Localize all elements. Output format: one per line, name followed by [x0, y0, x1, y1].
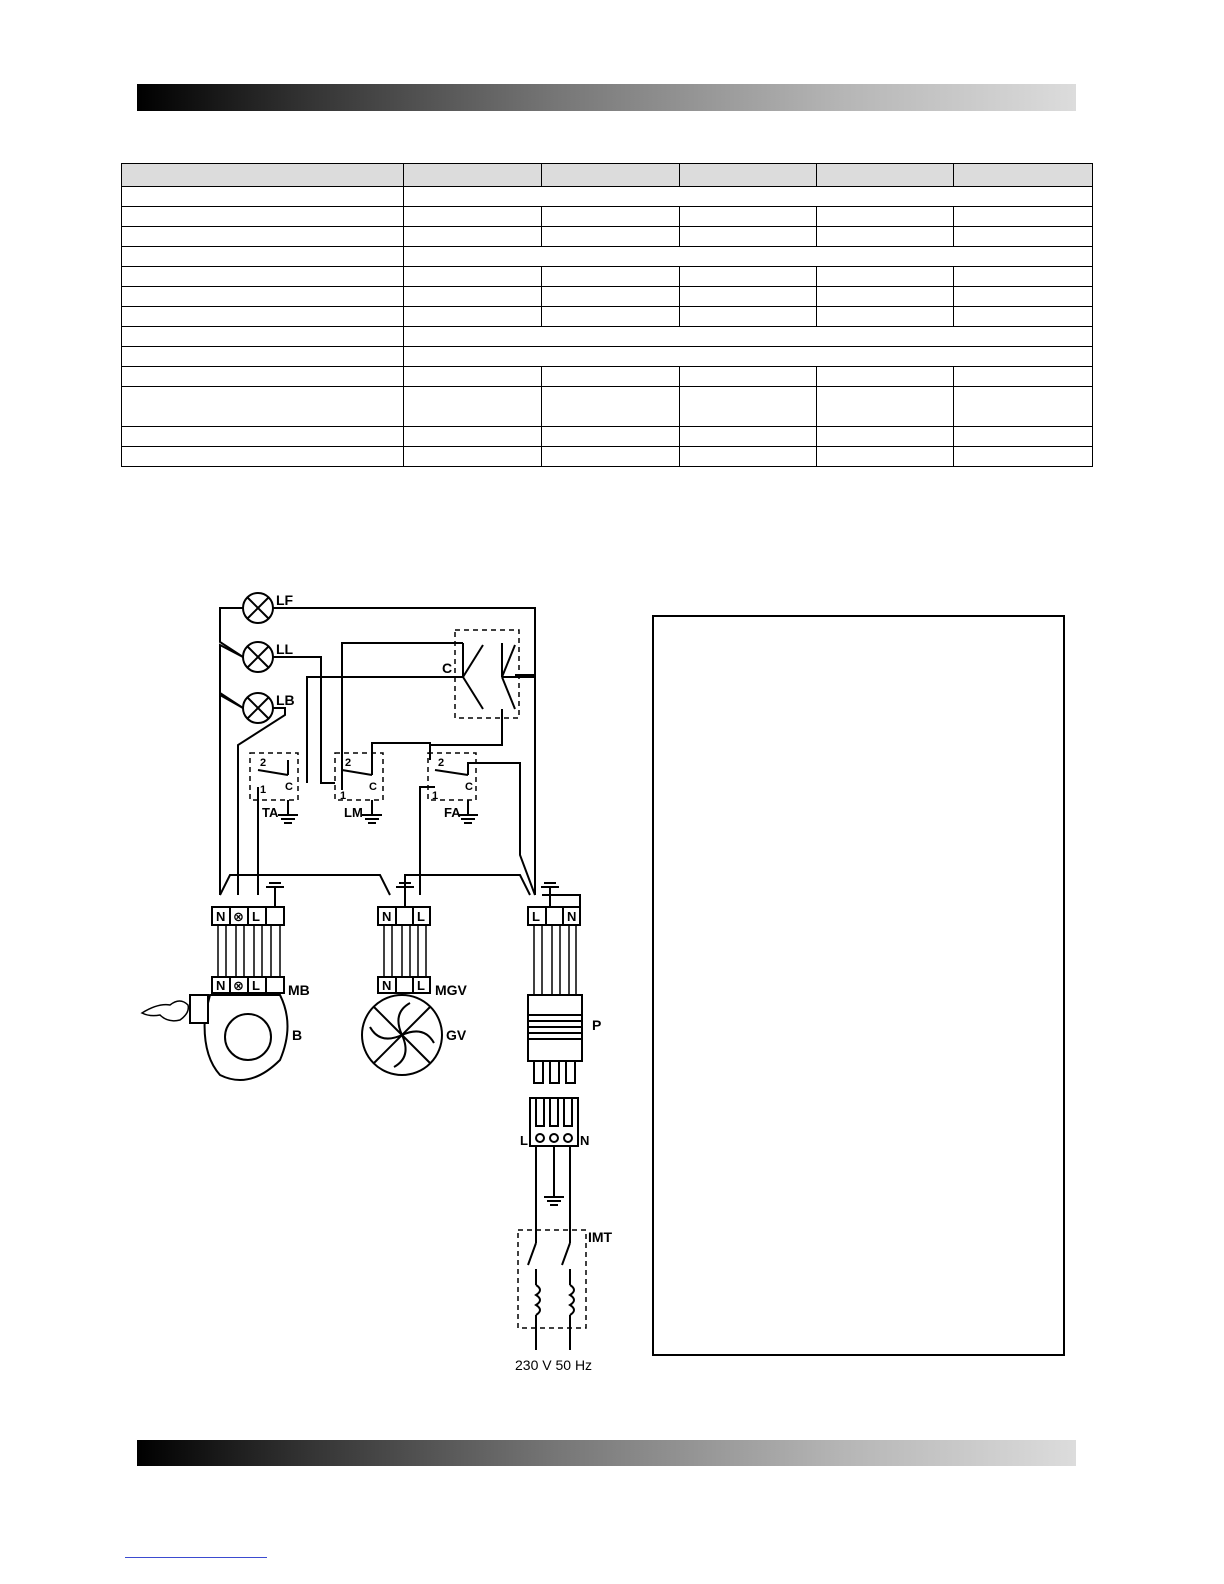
table-cell	[404, 227, 542, 247]
lm-pos2-label: 2	[345, 757, 352, 769]
terminal-plug-l-upper: L	[532, 909, 540, 924]
fan-icon	[362, 995, 442, 1075]
terminal-mb-x-lower: ⊗	[233, 978, 244, 993]
ta-pos2-label: 2	[260, 757, 267, 769]
table-cell	[954, 367, 1093, 387]
terminal-mb-l-upper: L	[252, 909, 260, 924]
terminal-plug-n-upper: N	[567, 909, 577, 924]
table-cell	[122, 227, 404, 247]
burner-icon	[142, 995, 288, 1080]
table-cell	[122, 187, 404, 207]
fan-label: GV	[446, 1027, 467, 1043]
footer-link-underline	[125, 1557, 267, 1558]
table-cell	[122, 287, 404, 307]
table-row	[122, 287, 1093, 307]
table-cell	[542, 287, 680, 307]
table-cell	[817, 207, 954, 227]
table-cell	[404, 164, 542, 187]
table-cell	[404, 367, 542, 387]
table-cell	[680, 367, 817, 387]
table-cell	[680, 227, 817, 247]
table-row	[122, 347, 1093, 367]
fa-label: FA	[444, 805, 461, 820]
table-cell	[542, 427, 680, 447]
socket-l-label: L	[520, 1133, 528, 1148]
switch-c-label: C	[442, 660, 453, 676]
fa-common-label: C	[465, 781, 473, 793]
table-cell	[122, 387, 404, 427]
table-cell	[680, 267, 817, 287]
table-cell	[680, 307, 817, 327]
legend-box	[652, 615, 1065, 1356]
ta-label: TA	[262, 805, 279, 820]
fan-motor-label: MGV	[435, 982, 467, 998]
wiring-diagram	[130, 585, 630, 1355]
table-cell	[542, 227, 680, 247]
table-cell	[817, 427, 954, 447]
table-cell	[817, 447, 954, 467]
table-cell	[404, 387, 542, 427]
table-row	[122, 447, 1093, 467]
lm-pos1-label: 1	[340, 790, 347, 802]
terminal-mgv-n-lower: N	[382, 978, 392, 993]
table-cell	[122, 447, 404, 467]
table-cell	[542, 207, 680, 227]
plug-icon	[528, 995, 582, 1083]
burner-label: B	[292, 1027, 303, 1043]
table-cell	[122, 327, 404, 347]
table-cell	[404, 247, 1093, 267]
table-row	[122, 387, 1093, 427]
table-cell	[404, 287, 542, 307]
table-cell	[404, 267, 542, 287]
spec-table	[121, 163, 1093, 467]
table-cell	[954, 164, 1093, 187]
breaker-imt-icon	[518, 1185, 586, 1350]
table-cell	[542, 164, 680, 187]
table-row	[122, 187, 1093, 207]
table-cell	[817, 227, 954, 247]
table-row	[122, 427, 1093, 447]
terminal-mb-l-lower: L	[252, 978, 260, 993]
breaker-label: IMT	[588, 1229, 613, 1245]
table-cell	[404, 207, 542, 227]
table-cell	[954, 287, 1093, 307]
table-row	[122, 164, 1093, 187]
footer-gradient-band	[137, 1440, 1076, 1466]
lm-common-label: C	[369, 781, 377, 793]
table-cell	[817, 287, 954, 307]
table-cell	[680, 164, 817, 187]
table-cell	[817, 164, 954, 187]
lamp-ll-label: LL	[276, 641, 294, 657]
table-row	[122, 307, 1093, 327]
table-cell	[680, 427, 817, 447]
table-cell	[542, 267, 680, 287]
table-cell	[954, 427, 1093, 447]
table-cell	[542, 367, 680, 387]
table-cell	[680, 207, 817, 227]
lamp-lb-label: LB	[276, 692, 295, 708]
table-cell	[680, 387, 817, 427]
table-cell	[954, 227, 1093, 247]
terminal-mb-x-upper: ⊗	[233, 909, 244, 924]
supply-voltage-label: 230 V 50 Hz	[515, 1357, 593, 1373]
fa-pos1-label: 1	[432, 790, 439, 802]
table-row	[122, 367, 1093, 387]
table-cell	[404, 447, 542, 467]
table-cell	[122, 267, 404, 287]
terminal-mgv-l-upper: L	[417, 909, 425, 924]
table-cell	[122, 347, 404, 367]
burner-motor-label: MB	[288, 982, 310, 998]
terminal-mgv-l-lower: L	[417, 978, 425, 993]
header-gradient-band	[137, 84, 1076, 111]
table-row	[122, 207, 1093, 227]
table-cell	[542, 387, 680, 427]
table-cell	[404, 347, 1093, 367]
table-cell	[954, 387, 1093, 427]
table-row	[122, 247, 1093, 267]
lamp-lb-icon	[243, 693, 273, 723]
table-cell	[122, 247, 404, 267]
spec-table-body	[122, 164, 1093, 467]
table-cell	[122, 307, 404, 327]
table-cell	[404, 307, 542, 327]
table-cell	[122, 207, 404, 227]
table-cell	[817, 367, 954, 387]
table-cell	[122, 367, 404, 387]
table-cell	[542, 447, 680, 467]
plug-label: P	[592, 1017, 602, 1033]
table-row	[122, 267, 1093, 287]
table-cell	[542, 307, 680, 327]
table-cell	[404, 427, 542, 447]
lamp-ll-icon	[243, 642, 273, 672]
table-cell	[817, 307, 954, 327]
terminal-mb-n-lower: N	[216, 978, 226, 993]
lamp-lf-label: LF	[276, 592, 294, 608]
fa-pos2-label: 2	[438, 757, 445, 769]
table-cell	[680, 287, 817, 307]
table-cell	[954, 307, 1093, 327]
table-cell	[954, 267, 1093, 287]
terminal-mgv-n-upper: N	[382, 909, 392, 924]
table-cell	[817, 387, 954, 427]
table-cell	[817, 267, 954, 287]
table-row	[122, 327, 1093, 347]
ta-pos1-label: 1	[260, 784, 267, 796]
table-row	[122, 227, 1093, 247]
table-cell	[404, 327, 1093, 347]
socket-n-label: N	[580, 1133, 590, 1148]
terminal-mb-n-upper: N	[216, 909, 226, 924]
table-cell	[404, 187, 1093, 207]
table-cell	[954, 207, 1093, 227]
table-cell	[680, 447, 817, 467]
table-cell	[122, 164, 404, 187]
table-cell	[954, 447, 1093, 467]
ta-common-label: C	[285, 781, 293, 793]
lamp-lf-icon	[243, 593, 273, 623]
lm-label: LM	[344, 805, 363, 820]
table-cell	[122, 427, 404, 447]
